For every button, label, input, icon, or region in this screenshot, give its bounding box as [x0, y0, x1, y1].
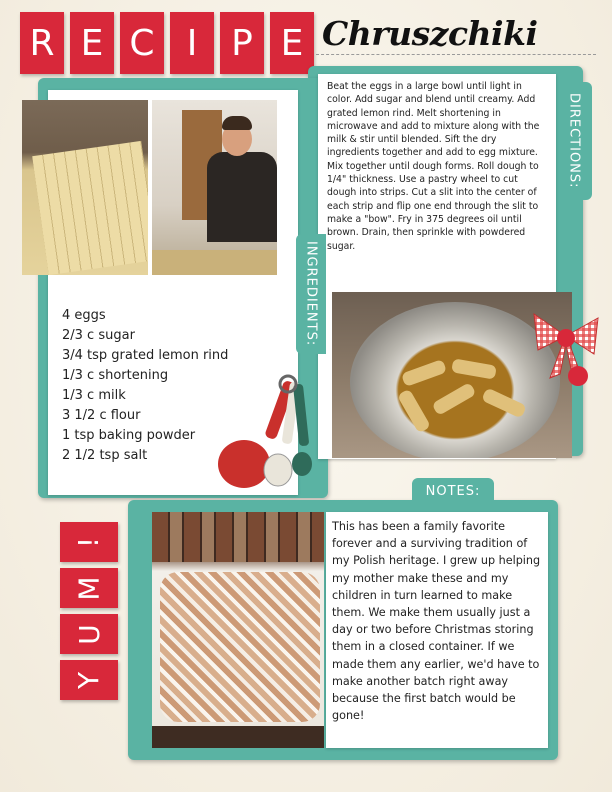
tab-ingredients-label: INGREDIENTS: — [303, 241, 319, 347]
tab-directions — [556, 82, 592, 200]
ingredient-item: 2/3 c sugar — [62, 328, 135, 343]
recipe-header-tiles — [20, 12, 314, 74]
ingredient-item: 1 tsp baking powder — [62, 428, 196, 443]
person-hair — [222, 116, 252, 130]
recipe-letter-tile: E — [270, 12, 314, 74]
person-shirt — [207, 152, 277, 242]
ingredient-item: 2 1/2 tsp salt — [62, 448, 148, 463]
directions-text: Beat the eggs in a large bowl until light in color. Add sugar and blend until creamy. Add grated lemon rind. Melt shortening in microwave and add to mixture along with the milk & stir until blended. Sift the dry ingredients together and add to egg mixture. Mix together until dough forms. Roll dough to 1/4" thickness. Use a pastry wheel to cut dough into strips. Cut a slit into the center of each strip and flip one end through the slit to make a "bow". Fry in 375 degrees oil until brown. Drain, then sprinkle with powdered sugar. — [327, 81, 540, 252]
tab-ingredients — [296, 234, 326, 354]
photo-finished-cookies — [152, 512, 324, 748]
yum-letter-tile — [60, 568, 118, 608]
recipe-letter-tile: E — [70, 12, 114, 74]
recipe-letter-tile: R — [20, 12, 64, 74]
dough-strips — [32, 141, 148, 275]
counter-shape — [152, 726, 324, 748]
yum-letter: U — [72, 623, 106, 645]
cookie-pile — [160, 572, 320, 722]
yum-letter: M — [72, 575, 106, 601]
ingredient-item: 1/3 c milk — [62, 388, 126, 403]
title-divider — [316, 54, 596, 55]
recipe-letter-tile: P — [220, 12, 264, 74]
yum-letter-tile — [60, 614, 118, 654]
yum-letter: Y — [72, 671, 106, 689]
yum-letter-tile — [60, 660, 118, 700]
backsplash-shape — [152, 512, 324, 562]
yum-letter-tile — [60, 522, 118, 562]
ingredient-item: 3/4 tsp grated lemon rind — [62, 348, 229, 363]
photo-rolled-dough — [22, 100, 148, 275]
ingredient-item: 3 1/2 c flour — [62, 408, 141, 423]
gingham-bow-icon — [528, 292, 604, 392]
ingredient-item: 1/3 c shortening — [62, 368, 169, 383]
tab-notes — [412, 478, 494, 504]
photo-man-cutting-dough — [152, 100, 277, 275]
notes-text: This has been a family favorite forever and a surviving tradition of my Polish heritage. I grew up helping my mother make these and my children in turn learned to make them. We make them usually just a day or two before Christmas storing them in a closed container. If we made them any earlier, we'd have to make another batch right away because the first batch would be gone! — [332, 520, 541, 723]
counter-shape — [152, 250, 277, 275]
recipe-title: Chruszchiki — [322, 14, 538, 53]
tab-notes-label: NOTES: — [425, 483, 481, 499]
ingredients-list — [62, 306, 228, 466]
recipe-letter-tile: I — [170, 12, 214, 74]
yum-letter: ! — [72, 536, 106, 548]
measuring-spoons-icon — [216, 372, 326, 502]
recipe-letter-tile: C — [120, 12, 164, 74]
ingredient-item: 4 eggs — [62, 308, 106, 323]
tab-directions-label: DIRECTIONS: — [566, 93, 582, 189]
